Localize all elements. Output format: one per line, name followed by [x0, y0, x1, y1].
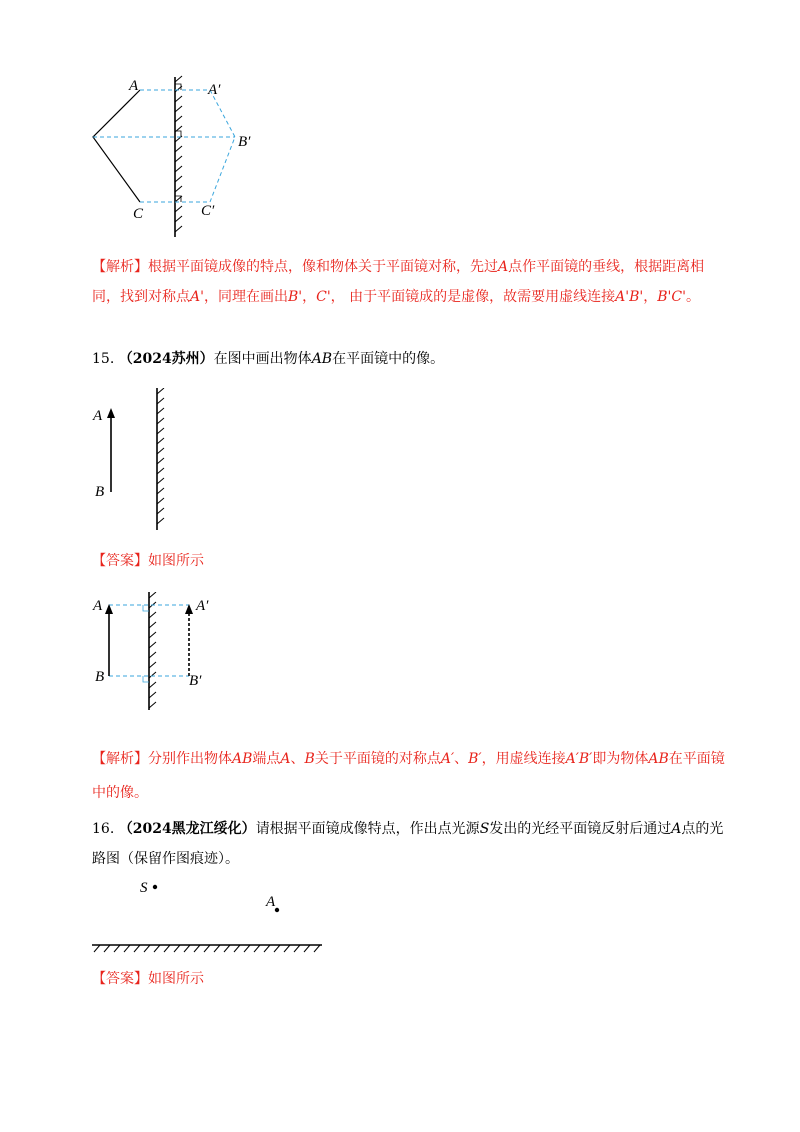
label-a-prime: A′: [208, 82, 221, 98]
answer-tag: 【答案】: [92, 553, 148, 569]
figure-s-a-mirror: [90, 876, 330, 958]
label-c-prime: C′: [201, 203, 215, 219]
label-b-prime: B′: [238, 134, 251, 150]
label-a: A: [129, 78, 139, 94]
analysis-15: 【解析】分别作出物体AB端点A、B关于平面镜的对称点A′、B′，用虚线连接A′B′即为物体AB在平面镜中的像。: [92, 751, 725, 801]
label-a: A: [93, 598, 103, 614]
answer-16: 【答案】如图所示: [92, 971, 204, 987]
point-s: [153, 885, 157, 889]
label-a: A: [266, 894, 276, 910]
label-a-prime: A′: [196, 598, 209, 614]
analysis-tag: 【解析】: [92, 751, 148, 767]
analysis-14: 【解析】根据平面镜成像的特点，像和物体关于平面镜对称，先过A点作平面镜的垂线，根据距离相同，找到对称点A'，同理在画出B'，C'， 由于平面镜成的是虚像，故需要用虚线连接A'B'，B'C'。: [92, 259, 705, 305]
figure-mirror-abc: [85, 72, 285, 242]
question-15: 15. （2024苏州）在图中画出物体AB在平面镜中的像。: [92, 351, 445, 367]
question-source: （2024黑龙江绥化）: [118, 821, 256, 837]
question-number: 16.: [92, 821, 115, 837]
label-a: A: [93, 408, 103, 424]
analysis-tag: 【解析】: [92, 259, 148, 275]
label-s: S: [140, 880, 148, 896]
answer-15: 【答案】如图所示: [92, 553, 204, 569]
question-source: （2024苏州）: [118, 351, 214, 367]
answer-tag: 【答案】: [92, 971, 148, 987]
question-16: 16. （2024黑龙江绥化）请根据平面镜成像特点，作出点光源S发出的光经平面镜反射后通过A点的光路图（保留作图痕迹）。: [92, 821, 724, 867]
figure-ab-mirror: [85, 388, 185, 533]
figure-ab-image: [85, 592, 225, 712]
label-b: B: [95, 484, 105, 500]
label-c: C: [133, 206, 144, 222]
label-b: B: [95, 669, 105, 685]
label-b-prime: B′: [189, 673, 202, 689]
point-a: [275, 908, 279, 912]
question-number: 15.: [92, 351, 115, 367]
